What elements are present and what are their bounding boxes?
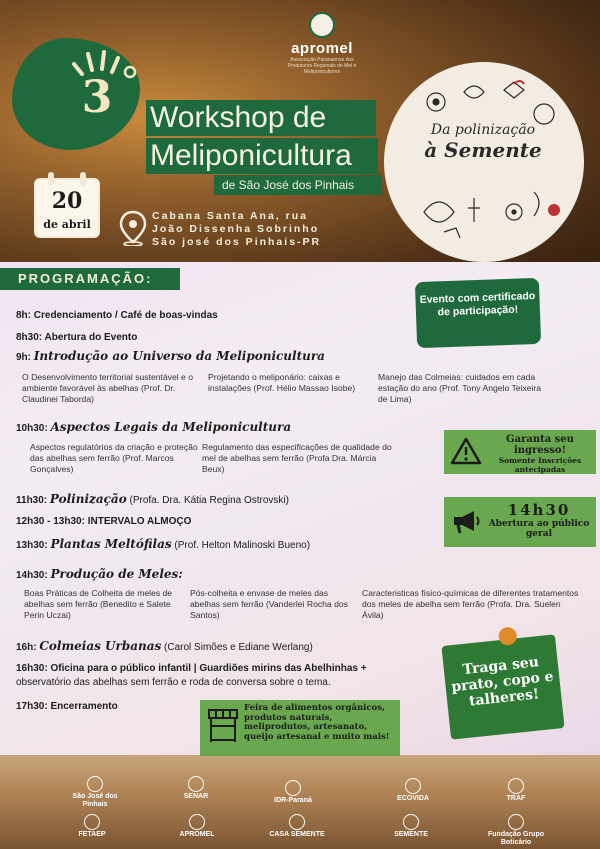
- idr-logo-icon: [285, 780, 301, 796]
- talk-9h-b: Projetando o meliponário: caixas e instalações (Prof. Hélio Massao Isobe): [208, 372, 356, 393]
- schedule-item-14h30: [16, 567, 183, 581]
- session-title: Plantas Meltófilas: [50, 537, 172, 551]
- session-speaker: (Prof. Helton Malinoski Bueno): [174, 540, 311, 551]
- event-address: [152, 210, 362, 249]
- sponsor-logo: [62, 814, 122, 839]
- address-line: João Dissenha Sobrinho: [152, 223, 320, 235]
- market-stall-icon: [206, 706, 240, 746]
- sponsor-name: SENAR: [183, 793, 209, 800]
- apromel-logo: [282, 12, 362, 75]
- public-opening-callout: [444, 497, 596, 547]
- casa-semente-logo-icon: [289, 814, 305, 830]
- sponsor-logo: [262, 814, 332, 839]
- flowers-illustration-icon: [384, 62, 584, 262]
- program-heading: PROGRAMAÇÃO:: [0, 268, 180, 290]
- talk-14h30-b: Pós-colheita e envase de meles das abelhas sem ferrão (Vanderlei Rocha dos Santos): [190, 588, 348, 620]
- theme-caption: [408, 122, 558, 162]
- session-speaker: (Profa. Dra. Kátia Regina Ostrovski): [129, 495, 289, 506]
- talk-10h30-a: Aspectos regulatórios da criação e proteção das abelhas sem ferrão (Prof. Marcos Gonçalves): [30, 442, 198, 474]
- schedule-item-10h30: [16, 420, 291, 434]
- sponsor-name: ECOVIDA: [397, 795, 429, 802]
- session-title: Colmeias Urbanas: [39, 639, 162, 653]
- ticket-subtitle: Somente Inscrições antecipadas: [498, 456, 582, 474]
- ticket-text: [488, 434, 592, 474]
- schedule-item-11h30: [16, 492, 289, 506]
- time-label: 13h30:: [16, 540, 48, 551]
- time-label: 9h:: [16, 352, 31, 363]
- sponsor-logo: [60, 776, 130, 809]
- session-speaker: (Carol Simões e Ediane Werlang): [164, 642, 313, 653]
- sponsor-logo: [486, 778, 546, 803]
- sponsor-logo: [476, 814, 556, 847]
- sponsor-logo: [378, 778, 448, 803]
- sponsor-name: APROMEL: [179, 831, 215, 838]
- warning-icon: [450, 436, 482, 466]
- talk-9h-a: O Desenvolvimento territorial sustentável e o ambiente favorável às abelhas (Prof. Dr. Claudinei Taborda): [22, 372, 193, 404]
- time-label: 16h:: [16, 642, 37, 653]
- event-month: de abril: [43, 218, 91, 231]
- sponsor-name: São José dos Pinhais: [72, 793, 118, 808]
- schedule-item-16h30: 16h30: Oficina para o público infantil | Guardiões mirins das Abelhinhas +: [16, 663, 367, 674]
- bee-icon: [309, 12, 335, 38]
- opening-text: [486, 501, 592, 539]
- megaphone-icon: [450, 507, 480, 535]
- location-pin-icon: [118, 210, 148, 246]
- schedule-item-16h: [16, 639, 313, 653]
- traf-logo-icon: [508, 778, 524, 794]
- sponsor-logo: [258, 780, 328, 805]
- address-line: Cabana Santa Ana, rua: [152, 210, 308, 222]
- fair-callout: [200, 700, 400, 756]
- schedule-item-8h30: 8h30: Abertura do Evento: [16, 332, 138, 343]
- sponsor-name: FETAEP: [78, 831, 106, 838]
- opening-time: 14h30: [507, 501, 571, 519]
- sponsor-logo: [172, 814, 222, 839]
- schedule-item-17h30: 17h30: Encerramento: [16, 701, 118, 712]
- theme-line-1: Da polinização: [430, 122, 536, 138]
- schedule-item-13h30: [16, 537, 310, 551]
- schedule-item-9h: [16, 349, 325, 363]
- talk-10h30-b: Regulamento das especificações de qualidade do mel de abelhas sem ferrão (Profa Dra. Márcia Beux): [202, 442, 392, 474]
- org-subtitle: Associação Paranaense dos Produtores Regionais de Mel e Meliponicultores: [287, 57, 357, 75]
- title-line-2: Meliponicultura: [146, 138, 378, 174]
- bring-plate-note: [441, 634, 564, 739]
- schedule-item-16h30-cont: observatório das abelhas sem ferrão e roda de conversa sobre o tema.: [16, 677, 331, 688]
- date-calendar: [34, 178, 100, 238]
- calendar-ring-icon: [80, 172, 86, 186]
- talk-9h-c: Manejo das Colmeias: cuidados em cada estação do ano (Prof. Tony Angelo Teixeira de Lima): [378, 372, 542, 404]
- talk-14h30-a: Boas Práticas de Colheita de meles de abelhas sem ferrão (Benedito e Salete Perin Uczai): [24, 588, 173, 620]
- address-line: São josé dos Pinhais-PR: [152, 236, 322, 248]
- sponsor-name: Fundação Grupo Boticário: [488, 831, 544, 846]
- title-line-3: de São José dos Pinhais: [214, 175, 382, 195]
- sponsor-name: TRAF: [506, 795, 526, 802]
- theme-line-2: à Semente: [424, 138, 542, 162]
- fair-text: Feira de alimentos orgânicos, produtos naturais, meliprodutos, artesanato, queijo artesanal e muito mais!: [244, 703, 390, 742]
- session-title: Aspectos Legais da Meliponicultura: [50, 420, 292, 434]
- sponsor-name: SEMENTE: [394, 831, 428, 838]
- event-day: 20: [51, 188, 83, 214]
- session-title: Introdução ao Universo da Meliponicultura: [33, 349, 325, 363]
- schedule-item-8h: 8h: Credenciamento / Café de boas-vindas: [16, 310, 218, 321]
- time-label: 11h30:: [16, 495, 48, 506]
- semente-logo-icon: [403, 814, 419, 830]
- ecovida-logo-icon: [405, 778, 421, 794]
- sponsor-logo: [386, 814, 436, 839]
- session-title: Produção de Meles:: [50, 567, 183, 581]
- edition-number: 3: [81, 72, 113, 123]
- senar-logo-icon: [188, 776, 204, 792]
- talk-14h30-c: Caracteristicas físico-químicas de diferentes tratamentos dos meles de abelha sem ferrão (Profa. Dra. Suelen Ávila): [362, 588, 579, 620]
- apromel-small-logo-icon: [189, 814, 205, 830]
- certificate-badge: Evento com certificado de participação!: [415, 278, 541, 348]
- sponsor-logo: [176, 776, 216, 801]
- session-title: Polinização: [49, 492, 127, 506]
- time-label: 10h30:: [16, 423, 48, 434]
- plate-text: Traga seu prato, copo e talheres!: [450, 654, 555, 710]
- opening-subtitle: Abertura ao público geral: [488, 519, 590, 539]
- sponsor-logos: [0, 770, 600, 849]
- calendar-ring-icon: [48, 172, 54, 186]
- boticario-logo-icon: [508, 814, 524, 830]
- title-line-1: Workshop de: [146, 100, 376, 136]
- time-label: 14h30:: [16, 570, 48, 581]
- city-crest-icon: [87, 776, 103, 792]
- theme-illustration: [384, 62, 584, 262]
- org-name: apromel: [291, 40, 353, 57]
- schedule-item-lunch: 12h30 - 13h30: INTERVALO ALMOÇO: [16, 516, 192, 527]
- fetaep-logo-icon: [84, 814, 100, 830]
- sponsor-name: CASA SEMENTE: [269, 831, 325, 838]
- ticket-callout: [444, 430, 596, 474]
- sponsor-name: IDR-Paraná: [274, 797, 312, 804]
- ticket-title: Garanta seu ingresso!: [506, 434, 574, 456]
